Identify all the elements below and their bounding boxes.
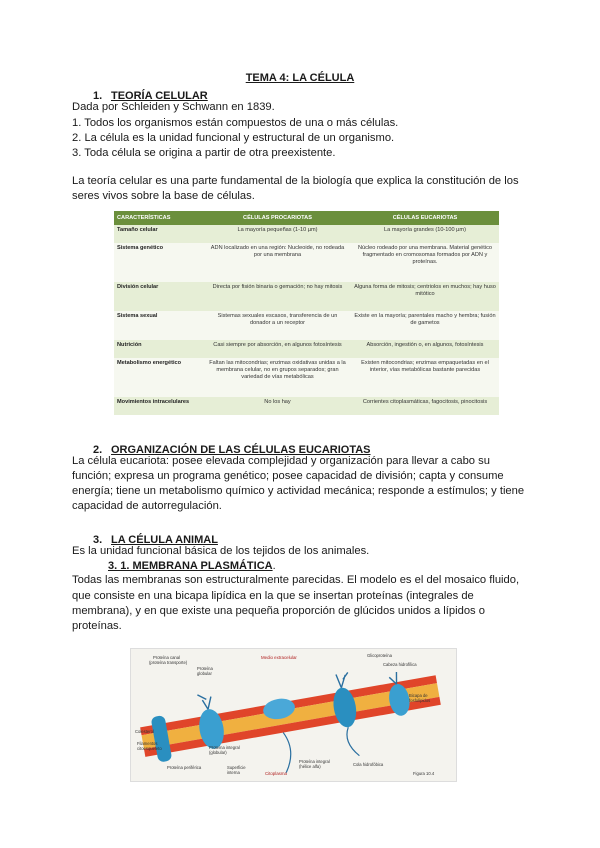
row-header: Movimientos intracelulares bbox=[114, 397, 204, 415]
cell-procariotas: ADN localizado en una región: Nucleoide, no rodeada por una membrana bbox=[204, 243, 351, 283]
text-line: proteínas. bbox=[72, 620, 122, 632]
text-line: capacidad de autorregulación. bbox=[72, 500, 222, 512]
table-row bbox=[114, 243, 499, 283]
text-line: Es la unidad funcional básica de los tejidos de los animales. bbox=[72, 545, 370, 557]
text-line: que consiste en una bicapa lipídica en la que se insertan proteínas (integrales de bbox=[72, 590, 474, 602]
section-title: LA CÉLULA ANIMAL bbox=[111, 534, 218, 546]
text-line: membrana), y en que existe una pequeña proporción de glúcidos unidos a lípidos o bbox=[72, 605, 485, 617]
text-line: energía; tiene un metabolismo químico y actividad mecánica; responde a estímulos; y tiene bbox=[72, 485, 525, 497]
table-row bbox=[114, 397, 499, 415]
cell-procariotas: Casi siempre por absorción, en algunos fotosíntesis bbox=[204, 340, 351, 358]
text-line: Dada por Schleiden y Schwann en 1839. bbox=[72, 101, 275, 113]
row-header: Metabolismo energético bbox=[114, 358, 204, 398]
label-proteina-integral: Proteína integral bbox=[209, 745, 240, 750]
row-header: Sistema sexual bbox=[114, 311, 204, 340]
label-citoesqueleto: citoesqueleto bbox=[137, 746, 162, 751]
cell-eucariotas: Absorción, ingestión o, en algunos, fotosíntesis bbox=[351, 340, 499, 358]
text-line: función; expresa un programa genético; posee capacidad de división; capta y consume bbox=[72, 470, 504, 482]
glycoprotein-chain bbox=[336, 672, 350, 688]
section-title: ORGANIZACIÓN DE LAS CÉLULAS EUCARIOTAS bbox=[111, 444, 371, 456]
cytoskeleton-filament bbox=[279, 732, 294, 773]
cell-eucariotas: Corrientes citoplasmáticas, fagocitosis, pinocitosis bbox=[351, 397, 499, 415]
row-header: Sistema genético bbox=[114, 243, 204, 283]
row-header: División celular bbox=[114, 282, 204, 311]
section-number: 1. bbox=[93, 90, 103, 102]
table-row bbox=[114, 282, 499, 311]
cell-procariotas: Directa por fisión binaria o gemación; no hay mitosis bbox=[204, 282, 351, 311]
page-title: TEMA 4: LA CÉLULA bbox=[245, 72, 355, 84]
row-header: Nutrición bbox=[114, 340, 204, 358]
label-proteina: Proteína bbox=[197, 666, 213, 671]
text-line: La teoría celular es una parte fundamental de la biología que explica la constitución de los bbox=[72, 175, 519, 187]
cell-eucariotas: Existen mitocondrias; enzimas empaquetadas en el interior, vías metabólicas bastante parecidas bbox=[351, 358, 499, 398]
section-number: 3. bbox=[93, 534, 103, 546]
label-interna: interna bbox=[227, 770, 240, 775]
section-number: 2. bbox=[93, 444, 103, 456]
text-line: Todas las membranas son estructuralmente parecidas. El modelo es el del mosaico fluido, bbox=[72, 574, 520, 586]
membrane-diagram bbox=[131, 649, 456, 781]
label-glicoproteina: Glicoproteína bbox=[367, 653, 392, 658]
cytoskeleton-filament bbox=[345, 726, 359, 757]
table-row bbox=[114, 340, 499, 358]
section-title: TEORÍA CELULAR bbox=[111, 90, 208, 102]
text-line: La célula eucariota: posee elevada complejidad y organización para llevar a cabo su bbox=[72, 455, 490, 467]
cell-procariotas: No los hay bbox=[204, 397, 351, 415]
cell-procariotas: Faltan las mitocondrias; enzimas oxidativas unidas a la membrana celular, no en grupos separados; gran variedad de vías metabólicas bbox=[204, 358, 351, 398]
label-bicapa: Bicapa de bbox=[409, 693, 428, 698]
row-header: Tamaño celular bbox=[114, 225, 204, 243]
label-fosfolipidos: fosfolípidos bbox=[409, 698, 431, 703]
table-row bbox=[114, 358, 499, 398]
text-line: seres vivos sobre la base de células. bbox=[72, 190, 255, 202]
table-header: CÉLULAS PROCARIOTAS bbox=[204, 211, 351, 225]
label-cola-hidrofobica: Cola hidrofóbica bbox=[353, 762, 384, 767]
table-row bbox=[114, 225, 499, 243]
label-proteina-transporte: (proteína transporte) bbox=[149, 660, 188, 665]
label-globular: globular bbox=[197, 671, 212, 676]
table-header-row bbox=[114, 211, 499, 225]
membrane-figure bbox=[130, 648, 457, 782]
label-colesterol: Colesterol bbox=[135, 729, 154, 734]
text-line: 1. Todos los organismos están compuestos de una o más células. bbox=[72, 117, 399, 129]
subsection-tail: . bbox=[272, 560, 276, 572]
cell-eucariotas: Existe en la mayoría; parentales macho y hembra; fusión de gametos bbox=[351, 311, 499, 340]
subsection-heading bbox=[108, 560, 276, 572]
cell-eucariotas: Alguna forma de mitosis; centriolos en muchos; hay huso mitótico bbox=[351, 282, 499, 311]
glycoprotein-chain bbox=[197, 693, 213, 711]
cell-eucariotas: La mayoría grandes (10-100 µm) bbox=[351, 225, 499, 243]
text-line: 2. La célula es la unidad funcional y estructural de un organismo. bbox=[72, 132, 395, 144]
subsection-title: 3. 1. MEMBRANA PLASMÁTICA bbox=[108, 560, 273, 572]
table-header: CÉLULAS EUCARIOTAS bbox=[351, 211, 499, 225]
comparison-table bbox=[114, 211, 499, 415]
label-filamentos: Filamentos bbox=[137, 741, 158, 746]
table-header: CARACTERÍSTICAS bbox=[114, 211, 204, 225]
cell-procariotas: Sistemas sexuales escasos, transferencia de un donador a un receptor bbox=[204, 311, 351, 340]
label-cabeza-hidrofilica: Cabeza hidrofílica bbox=[383, 662, 417, 667]
label-superficie: Superficie bbox=[227, 765, 246, 770]
label-citoplasma: Citoplasma bbox=[265, 771, 287, 776]
label-helice-alfa: (hélice alfa) bbox=[299, 764, 321, 769]
table-row bbox=[114, 311, 499, 340]
label-globular-2: (globular) bbox=[209, 750, 227, 755]
label-proteina-periferica: Proteína periférica bbox=[167, 765, 202, 770]
cell-procariotas: La mayoría pequeñas (1-10 µm) bbox=[204, 225, 351, 243]
label-figura: Figura 10.4 bbox=[413, 771, 435, 776]
label-proteina-canal: Proteína canal bbox=[153, 655, 181, 660]
cell-eucariotas: Núcleo rodeado por una membrana. Material genético fragmentado en cromosomas formados por ADN y proteínas. bbox=[351, 243, 499, 283]
text-line: 3. Toda célula se origina a partir de otra preexistente. bbox=[72, 147, 336, 159]
label-medio-extracelular: Medio extracelular bbox=[261, 655, 297, 660]
label-proteina-integral-helice: Proteína integral bbox=[299, 759, 330, 764]
